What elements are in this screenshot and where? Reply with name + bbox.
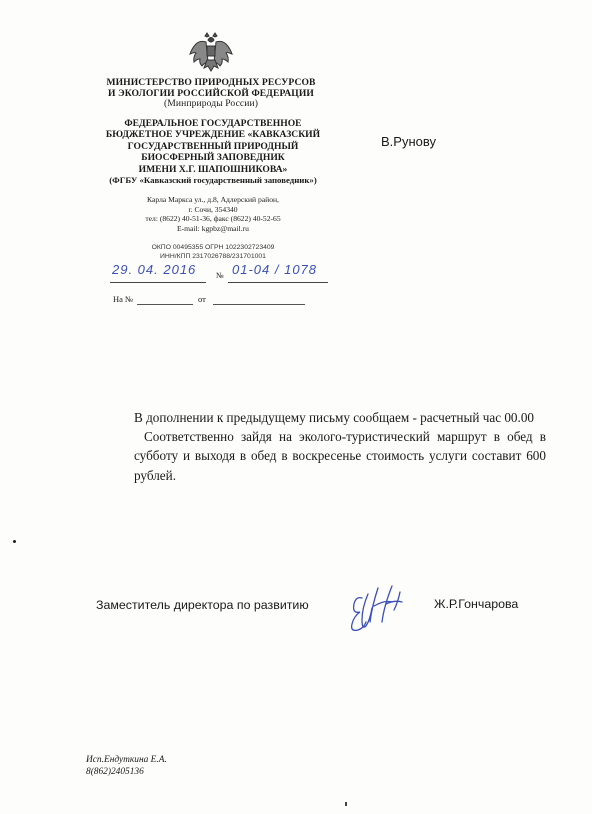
signer-name: Ж.Р.Гончарова [434,597,519,611]
body-paragraph: Соответственно зайдя на эколого-туристический маршрут в обед в субботу и выходя в обед в воскресенье стоимость услуги составит 600 рублей. [134,429,546,483]
ref-number-label: На № [113,294,134,304]
number-underline [228,282,328,283]
signer-position: Заместитель директора по развитию [96,598,309,612]
ministry-short-name: (Минприроды России) [163,98,259,110]
okpo-ogrn-line: ОКПО 00495355 ОГРН 1022302723409 [151,244,275,251]
executor-info [86,754,167,778]
letter-body [134,408,546,485]
scan-speck [13,540,16,543]
outgoing-number: 01-04 / 1078 [232,262,318,277]
ministry-line-1: МИНИСТЕРСТВО ПРИРОДНЫХ РЕСУРСОВ [106,77,316,88]
address-line: Карла Маркса ул., д.8, Адлерский район, [147,195,279,204]
outgoing-date: 29. 04. 2016 [112,262,197,277]
ref-date-label: от [198,294,206,304]
address-line: E-mail: kgpbz@mail.ru [177,223,249,233]
ref-date-line [213,304,305,305]
organization-header [82,118,344,186]
organization-address [82,195,344,233]
number-sign: № [216,271,224,280]
ref-number-line [137,304,193,305]
handwritten-signature-icon [340,580,420,640]
organization-line: ФЕДЕРАЛЬНОЕ ГОСУДАРСТВЕННОЕ [124,118,302,129]
address-line: тел: (8622) 40-51-36, факс (8622) 40-52-65 [145,214,281,224]
organization-line: ИМЕНИ Х.Г. ШАПОШНИКОВА» [138,163,288,175]
recipient-name: В.Рунову [381,134,436,149]
ministry-header [82,78,340,110]
organization-short-name: (ФГБУ «Кавказский государственный заповедник») [109,175,317,186]
russian-coat-of-arms-icon [188,32,234,76]
organization-line: БИОСФЕРНЫЙ ЗАПОВЕДНИК [141,152,285,164]
ministry-line-2: И ЭКОЛОГИИ РОССИЙСКОЙ ФЕДЕРАЦИИ [108,87,314,99]
executor-name: Исп.Ендуткина Е.А. [86,755,167,765]
inn-kpp-line: ИНН/КПП 2317026788/231701001 [160,253,266,260]
registration-codes [82,243,344,261]
organization-line: ГОСУДАРСТВЕННЫЙ ПРИРОДНЫЙ [127,140,299,152]
executor-phone: 8(862)2405136 [86,767,144,777]
address-line: г. Сочи, 354340 [188,204,238,214]
scan-speck [345,802,347,806]
body-paragraph: В дополнении к предыдущему письму сообщаем - расчетный час 00.00 [134,410,535,425]
date-underline [110,282,206,283]
organization-line: БЮДЖЕТНОЕ УЧРЕЖДЕНИЕ «КАВКАЗСКИЙ [105,129,321,141]
